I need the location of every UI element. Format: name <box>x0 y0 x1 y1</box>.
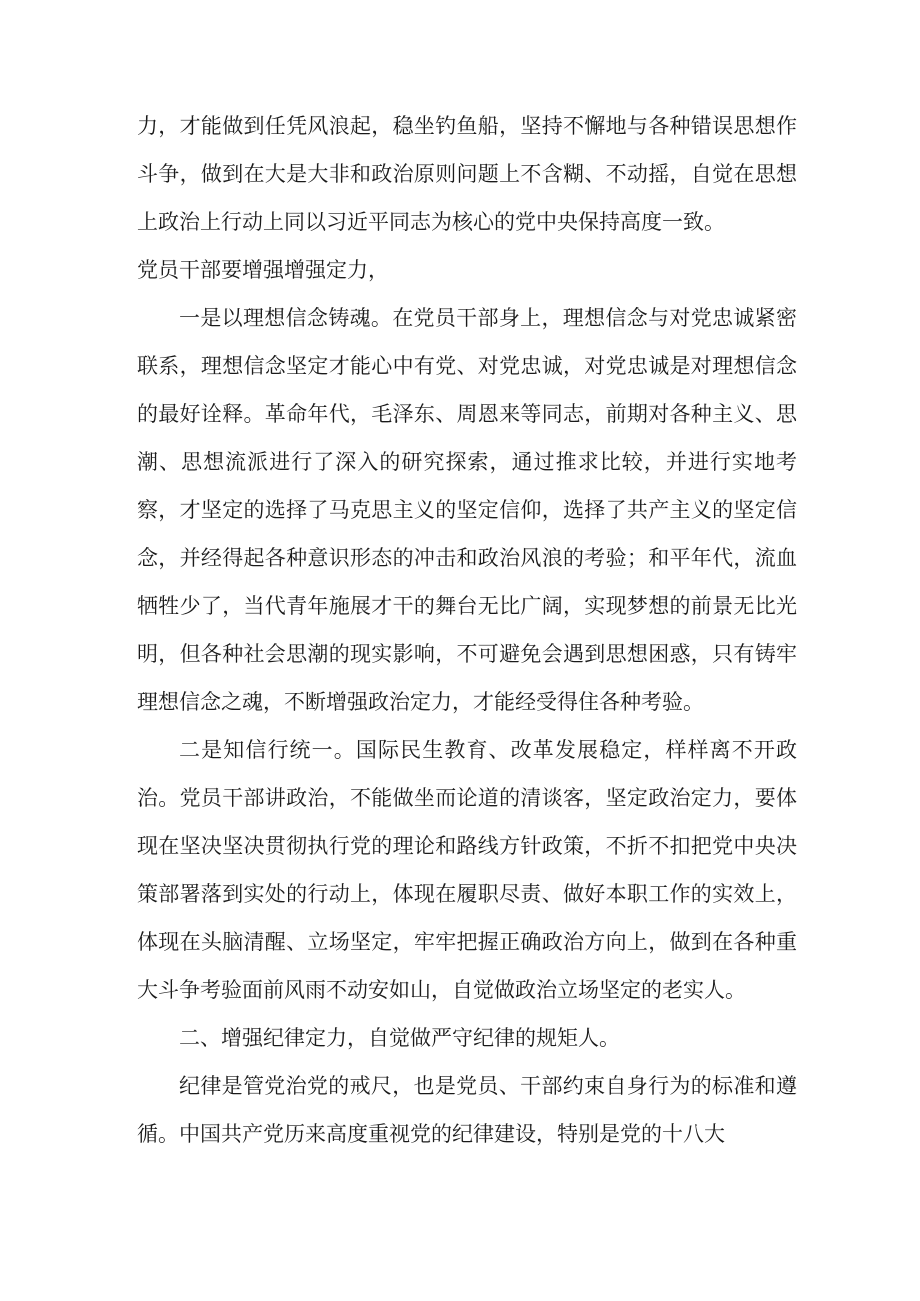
paragraph-point-two: 二是知信行统一。国际民生教育、改革发展稳定，样样离不开政治。党员干部讲政治，不能做坐而论道的清谈客，坚定政治定力，要体现在坚决坚决贯彻执行党的理论和路线方针政策，不折不扣把党中央决策部署落到实处的行动上，体现在履职尽责、做好本职工作的实效上，体现在头脑清醒、立场坚定，牢牢把握正确政治方向上，做到在各种重大斗争考验面前风雨不动安如山，自觉做政治立场坚定的老实人。 <box>137 738 797 1002</box>
paragraph-short: 党员干部要增强增强定力， <box>137 258 389 282</box>
paragraph-point-one: 一是以理想信念铸魂。在党员干部身上，理想信念与对党忠诚紧密联系，理想信念坚定才能心中有党、对党忠诚，对党忠诚是对理想信念的最好诠释。革命年代，毛泽东、周恩来等同志，前期对各种主义、思潮、思想流派进行了深入的研究探索，通过推求比较，并进行实地考察，才坚定的选择了马克思主义的坚定信仰，选择了共产主义的坚定信念，并经得起各种意识形态的冲击和政治风浪的考验；和平年代，流血牺牲少了，当代青年施展才干的舞台无比广阔，实现梦想的前景无比光明，但各种社会思潮的现实影响，不可避免会遇到思想困惑，只有铸牢理想信念之魂，不断增强政治定力，才能经受得住各种考验。 <box>137 306 797 714</box>
document-body <box>137 102 797 1158</box>
section-heading: 二、增强纪律定力，自觉做严守纪律的规矩人。 <box>179 1026 620 1050</box>
paragraph-discipline: 纪律是管党治党的戒尺，也是党员、干部约束自身行为的标准和遵循。中国共产党历来高度重视党的纪律建设，特别是党的十八大 <box>137 1074 797 1146</box>
paragraph-continued: 力，才能做到任凭风浪起，稳坐钓鱼船，坚持不懈地与各种错误思想作斗争，做到在大是大非和政治原则问题上不含糊、不动摇，自觉在思想上政治上行动上同以习近平同志为核心的党中央保持高度一致。 <box>137 114 797 234</box>
